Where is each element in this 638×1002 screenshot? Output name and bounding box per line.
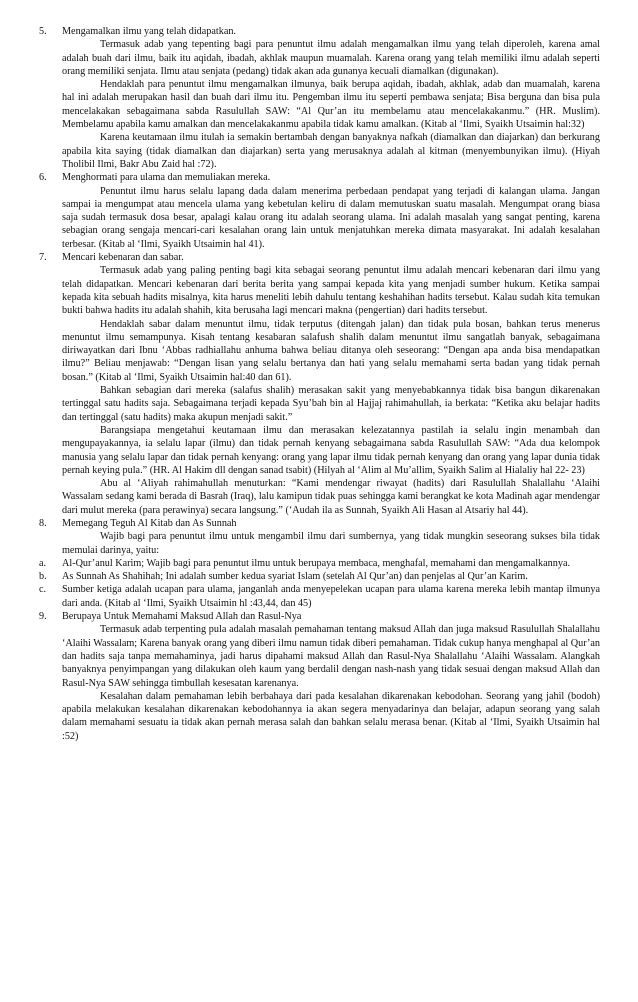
paragraph: Termasuk adab yang tepenting bagi para penuntut ilmu adalah mengamalkan ilmu yang telah diperoleh, karena amal adalah buah dari ilmu, baik itu aqidah, ibadah, akhlak maupun muamalah. Karena orang yang telah memiliki ilmu adalah seperti orang memiliki senjata. Ilmu atau senjata (pedang) tidak akan ada gunanya kecuali diamalkan (digunakan). xyxy=(62,39,600,77)
section-heading: Memegang Teguh Al Kitab dan As Sunnah xyxy=(62,517,237,529)
section-heading: Mencari kebenaran dan sabar. xyxy=(62,252,184,264)
section-number: 9. xyxy=(39,611,47,623)
section-5 xyxy=(37,25,600,171)
paragraph: Kesalahan dalam pemahaman lebih berbahaya dari pada kesalahan dikarenakan kebodohan. Seorang yang jahil (bodoh) apabila melakukan kesalahan dikarenakan kebodohannya ia akan segera menyadarinya dan belajar, adapun seorang yang salah dalam memahami sesuatu ia tidak akan pernah merasa salah dan bahkan selalu merasa benar. (Kitab al ‘Ilmi, Syaikh Utsaimin hal :52) xyxy=(62,690,600,742)
list-item-a xyxy=(37,557,600,570)
section-heading: Berupaya Untuk Memahami Maksud Allah dan Rasul-Nya xyxy=(62,611,302,623)
section-number: 5. xyxy=(39,26,47,37)
list-item-text: As Sunnah As Shahihah; Ini adalah sumber kedua syariat Islam (setelah Al Qur’an) dan penjelas al Qur’an Karim. xyxy=(62,571,528,583)
paragraph: Bahkan sebagian dari mereka (salafus shalih) merasakan sakit yang menyebabkannya tidak bisa bangun dikarenakan tertinggal satu hadits saja. Sebagaimana terjadi kepada Syu’bah bin al Hajjaj rahimahullah, ia berkata: “Ketika aku belajar hadits dan tertinggal (satu hadits) maka akupun menjadi sakit.” xyxy=(62,385,600,423)
paragraph: Abu al ‘Aliyah rahimahullah menuturkan: “Kami mendengar riwayat (hadits) dari Rasulullah Shalallahu ‘Alaihi Wassalam sedang kami berada di Basrah (Iraq), lalu kamipun tidak puas sehingga kami berangkat ke kota Madinah agar mendengar dari mulut mereka (para perawinya) secara langsung.” (‘Audah ila as Sunnah, Syaikh Ali Hasan al Atsariy hal 44). xyxy=(62,478,600,516)
list-item-text: Sumber ketiga adalah ucapan para ulama, janganlah anda menyepelekan ucapan para ulama karena mereka lebih mantap ilmunya dari anda. (Kitab al ‘Ilmi, Syaikh Utsaimin hl :43,44, dan 45) xyxy=(62,584,600,609)
section-number: 6. xyxy=(39,172,47,184)
list-item-b xyxy=(37,570,600,583)
section-7 xyxy=(37,251,600,517)
section-6 xyxy=(37,171,600,251)
section-number: 8. xyxy=(39,517,47,529)
paragraph: Penuntut ilmu harus selalu lapang dada dalam menerima perbedaan pendapat yang terjadi di kalangan ulama. Jangan sampai ia mengumpat atau mencela ulama yang kebetulan keliru di dalam memutuskan suatu masalah. Mengumpat orang biasa saja sudah termasuk dosa besar, apalagi kalau orang itu adalah seorang ulama. Ini adalah masalah yang sangat penting, karena sebagian orang sengaja mencari-cari kesalahan orang lain untuk menjatuhkan mereka dimata masyarakat. Ini adalah kesalahan terbesar. (Kitab al ‘Ilmi, Syaikh Utsaimin hal 41). xyxy=(62,185,600,250)
section-8 xyxy=(37,517,600,557)
section-heading: Menghormati para ulama dan memuliakan mereka. xyxy=(62,172,271,184)
list-letter: b. xyxy=(39,571,47,583)
paragraph: Karena keutamaan ilmu itulah ia semakin bertambah dengan banyaknya nafkah (diamalkan dan diajarkan) dan berkurang apabila kita saying (tidak diamalkan dan diajarkan) serta yang merusaknya adalah al kitman (menyembunyikan ilmu). (Hiyah Tholibil Ilmi, Bakr Abu Zaid hal :72). xyxy=(62,132,600,170)
section-heading: Mengamalkan ilmu yang telah didapatkan. xyxy=(62,26,236,37)
paragraph: Hendaklah sabar dalam menuntut ilmu, tidak terputus (ditengah jalan) dan tidak pula bosan, bahkan terus menerus menuntut ilmu semampunya. Kisah tentang kesabaran salafush shalih dalam menuntut ilmu sangatlah banyak, sebagaimana diriwayatkan dari Ibnu ‘Abbas radhiallahu anhuma bahwa beliau ditanya oleh seseorang: “Dengan apa anda bisa mendapatkan ilmu?” Beliau menjawab: “Dengan lisan yang selalu bertanya dan hati yang selalu memahami serta badan yang tidak pernah bosan.” (Kitab al ‘Ilmi, Syaikh Utsaimin hal:40 dan 61). xyxy=(62,318,600,383)
document-page xyxy=(37,25,600,743)
list-item-c xyxy=(37,583,600,610)
section-9 xyxy=(37,610,600,743)
paragraph: Termasuk adab terpenting pula adalah masalah pemahaman tentang maksud Allah dan juga maksud Rasulullah Shalallahu ‘Alaihi Wassalam; Karena banyak orang yang diberi ilmu namun tidak diberi pemahaman. Tidak cukup hanya menghapal al Qur’an dan hadits saja tanpa memahaminya, jadi harus dipahami maksud Allah dan Rasul-Nya Shalallahu ‘Alaihi Wassalam. Alangkah banyaknya penyimpangan yang dilakukan oleh kaum yang berdalil dengan nash-nash yang tidak sesuai dengan maksud Allah dan Rasul-Nya SAW sehingga timbullah kesesatan karenanya. xyxy=(62,624,600,689)
paragraph: Wajib bagi para penuntut ilmu untuk mengambil ilmu dari sumbernya, yang tidak mungkin seseorang sukses bila tidak memulai darinya, yaitu: xyxy=(62,531,600,556)
list-letter: c. xyxy=(39,584,47,596)
list-item-text: Al-Qur’anul Karim; Wajib bagi para penuntut ilmu untuk berupaya membaca, menghafal, memahami dan mengamalkannya. xyxy=(62,557,571,569)
section-number: 7. xyxy=(39,252,47,264)
paragraph: Barangsiapa mengetahui keutamaan ilmu dan merasakan kelezatannya pastilah ia selalu ingin menambah dan mengupayakannya, ia selalu lapar (ilmu) dan tidak pernah kenyang sebagaimana sabda Rasulullah SAW: “Ada dua kelompok manusia yang selalu lapar dan tidak pernah kenyang: orang yang lapar ilmu tidak pernah kenyang dan orang yang lapar dunia tidak pernah keying pula.” (HR. Al Hakim dll dengan sanad tsabit) (Hilyah al ‘Alim al Mu’allim, Syaikh Salim al Hialaliy hal 22- 23) xyxy=(62,424,600,476)
list-letter: a. xyxy=(39,557,47,569)
paragraph: Termasuk adab yang paling penting bagi kita sebagai seorang penuntut ilmu adalah mencari kebenaran dari ilmu yang telah didapatkan. Mencari kebenaran dari berita berita yang sampai kepada kita yang menjadi sumber hukum. Ketika sampai kepada kita sebuah hadits misalnya, kita harus meneliti lebih dahulu tentang keshahihan hadits tersebut. Kalau sudah kita temukan bukti bahwa hadits itu adalah shahih, kita berusaha lagi mencari makna (pengertian) dari hadits tersebut. xyxy=(62,265,600,317)
paragraph: Hendaklah para penuntut ilmu mengamalkan ilmunya, baik berupa aqidah, ibadah, akhlak, adab dan muamalah, karena hal ini adalah merupakan hasil dan buah dari ilmu itu. Pengemban ilmu itu seperti pembawa senjata; Bisa berguna dan bisa pula mencelakakan sebagaimana sabda Rasulullah SAW: “Al Qur’an itu membelamu atau mencelakakanmu.” (HR. Muslim). Membelamu apabila kamu amalkan dan mencelakakanmu apabila tidak kamu amalkan. (Kitab al ‘Ilmi, Syaikh Utsaimin hal:32) xyxy=(62,79,600,131)
